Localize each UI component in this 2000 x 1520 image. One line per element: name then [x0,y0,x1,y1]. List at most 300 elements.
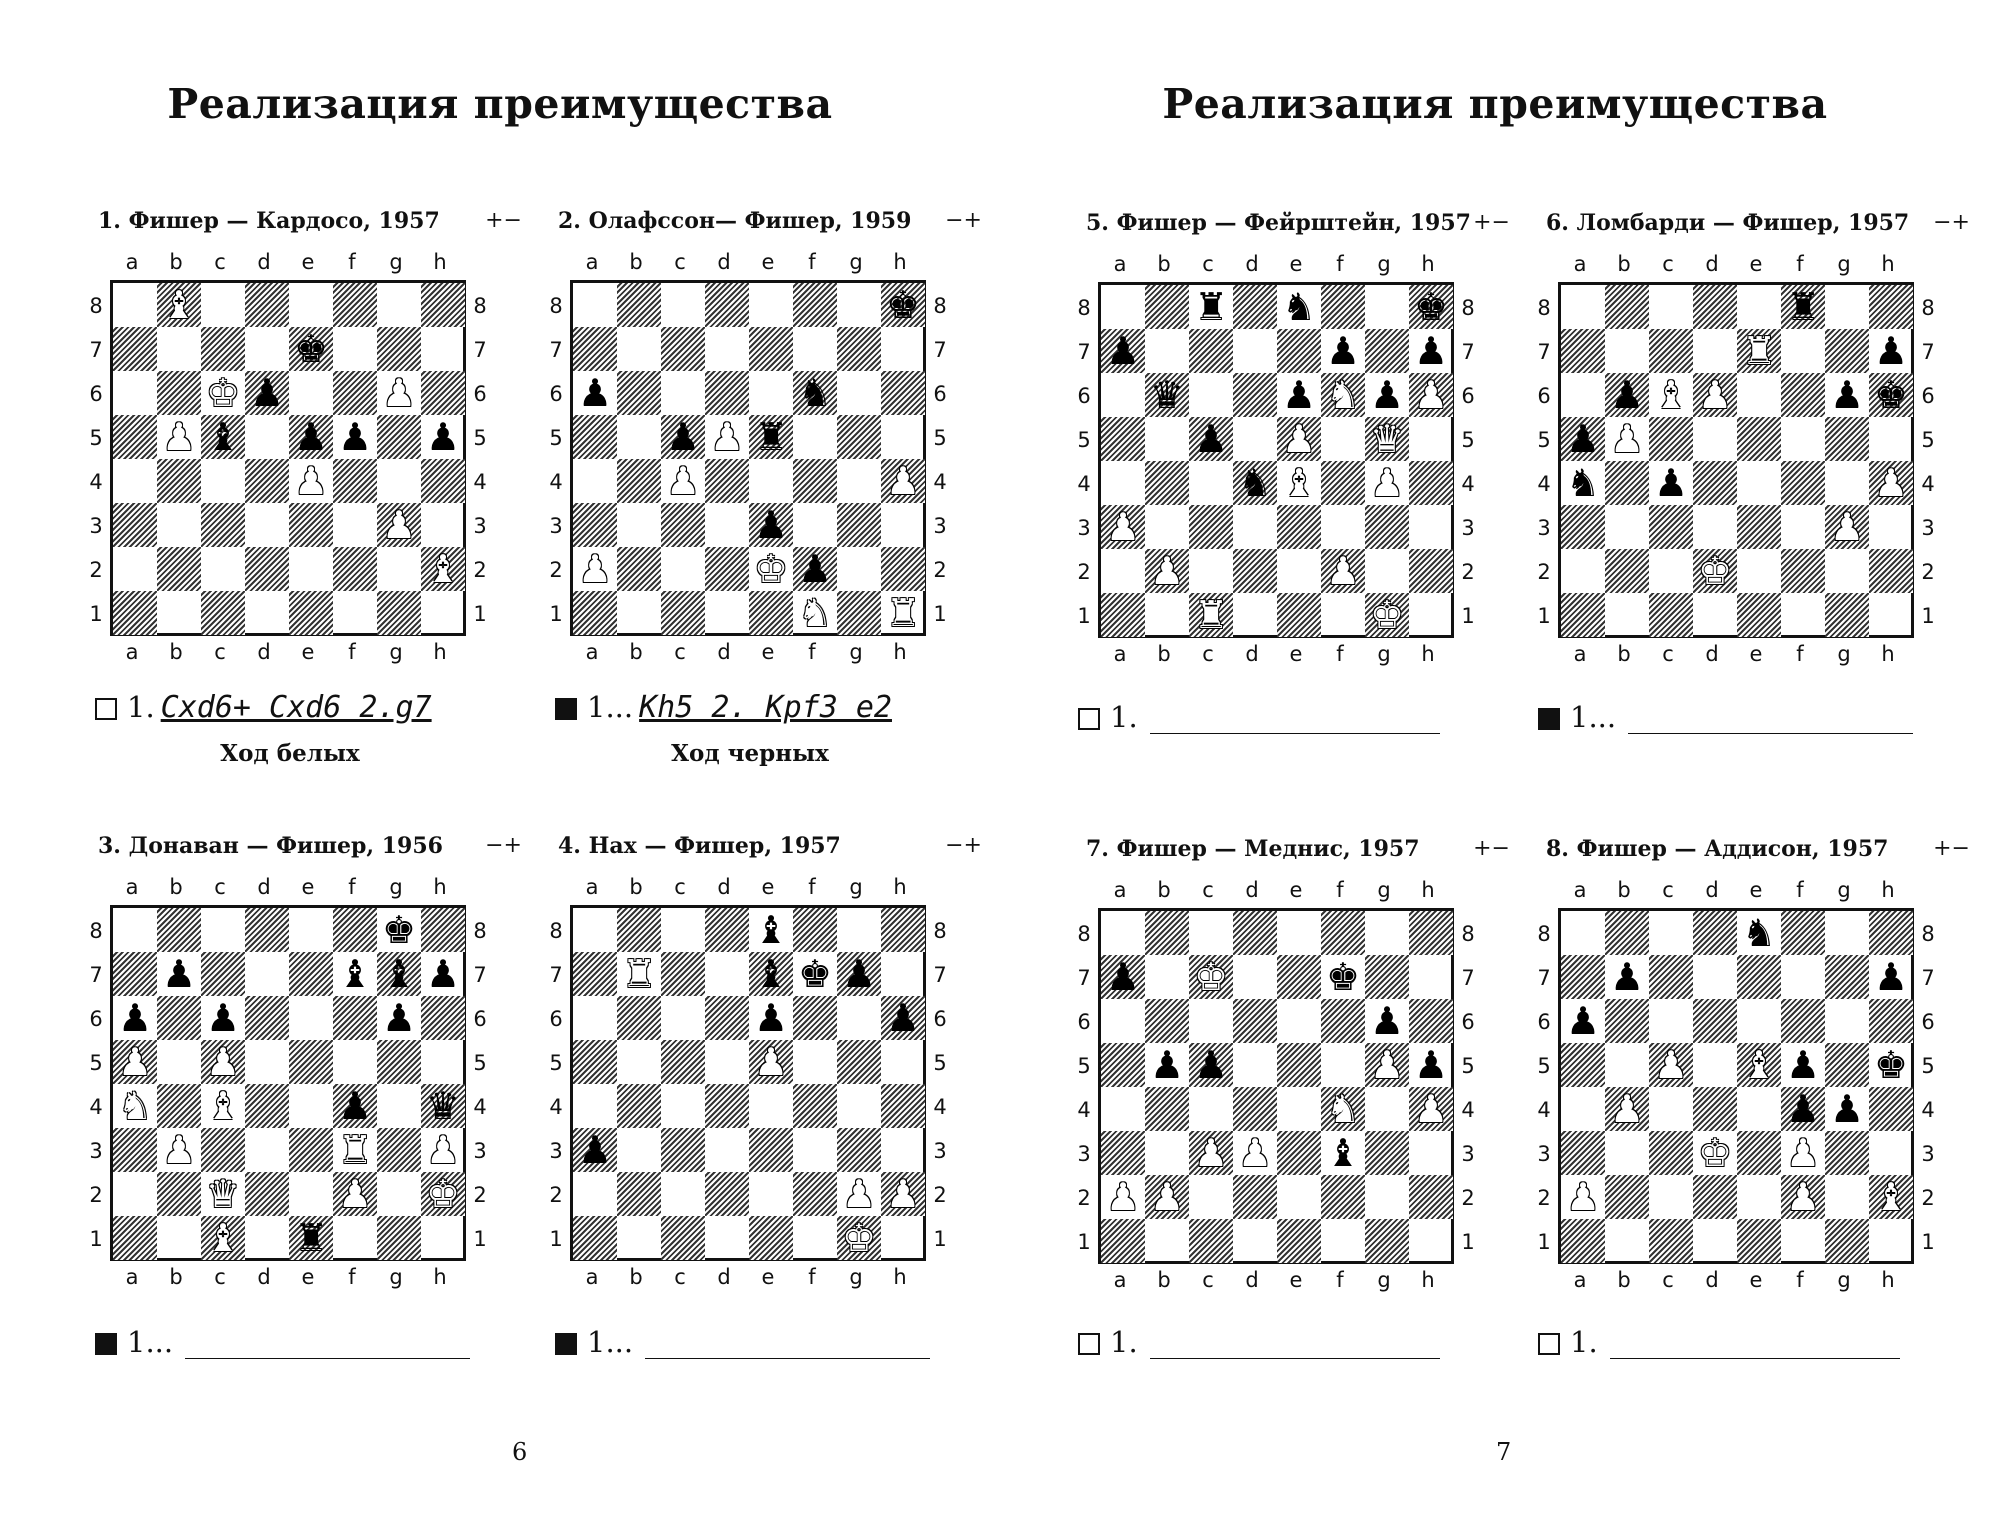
square-h1 [1409,593,1453,637]
diagram-title: 3. Донаван — Фишер, 1956 [98,833,443,859]
file-label: b [629,250,643,274]
square-d5 [1233,417,1277,461]
black-pawn-icon: ♟ [1829,1087,1865,1131]
square-a1 [573,1216,617,1260]
diagram-3 [89,833,522,1395]
square-g7 [1825,329,1869,373]
square-e8 [289,908,333,952]
square-c7 [1649,955,1693,999]
square-g6 [837,996,881,1040]
rank-label: 3 [1537,516,1551,540]
white-pawn-icon: ♟ [753,1040,789,1084]
square-d3 [705,503,749,547]
side-to-move-caption: Ход белых [220,740,360,767]
rank-label: 3 [1921,1142,1935,1166]
square-g3 [1825,1131,1869,1175]
rank-label: 5 [1921,428,1935,452]
square-f1 [1781,1219,1825,1263]
white-pawn-icon: ♟ [205,1040,241,1084]
black-pawn-icon: ♟ [885,996,921,1040]
black-king-icon: ♚ [381,908,417,952]
square-e8 [1277,911,1321,955]
square-h5 [881,1040,925,1084]
square-c1 [661,1216,705,1260]
black-pawn-icon: ♟ [1369,373,1405,417]
black-king-icon: ♚ [797,952,833,996]
rank-label: 2 [1537,1186,1551,1210]
rank-label: 1 [1921,604,1935,628]
rank-label: 6 [89,1007,103,1031]
rank-label: 7 [1921,966,1935,990]
file-label: e [761,640,775,664]
file-label: c [1662,252,1674,276]
square-e3 [289,503,333,547]
file-label: b [1157,878,1171,902]
square-e4 [1737,461,1781,505]
rank-label: 8 [1077,296,1091,320]
square-a8 [113,283,157,327]
file-label: h [893,640,907,664]
chess-board [1558,282,1914,638]
square-c4 [1189,1087,1233,1131]
square-f2 [1321,1175,1365,1219]
square-e4 [1277,1087,1321,1131]
square-b2 [1605,1175,1649,1219]
page-title: Реализация преимущества [167,80,833,128]
file-label: d [1705,1268,1719,1292]
square-d4 [705,459,749,503]
rank-label: 7 [549,338,563,362]
diagram-1 [89,208,522,770]
square-h7 [881,952,925,996]
square-e2 [1737,1175,1781,1219]
square-c3 [661,503,705,547]
rank-label: 8 [1537,296,1551,320]
square-b4 [157,459,201,503]
file-label: e [1289,642,1303,666]
square-c4 [1649,1087,1693,1131]
file-label: f [1336,252,1344,276]
square-b7 [1145,955,1189,999]
square-e4 [749,1084,793,1128]
file-label: f [1336,1268,1344,1292]
black-pawn-icon: ♟ [1369,999,1405,1043]
file-label: g [1377,878,1391,902]
file-label: g [389,250,403,274]
file-label: g [389,640,403,664]
rank-label: 8 [933,294,947,318]
file-label: g [1837,252,1851,276]
square-e2 [289,547,333,591]
rank-labels-right [1918,282,1938,638]
square-g4 [377,459,421,503]
file-label: g [849,875,863,899]
file-labels-bottom [1098,1268,1454,1292]
answer-blank-field[interactable] [1628,709,1913,734]
black-pawn-icon: ♟ [797,547,833,591]
square-b1 [1605,1219,1649,1263]
white-pawn-icon: ♟ [1653,1043,1689,1087]
rank-label: 3 [933,1139,947,1163]
file-label: f [808,875,816,899]
square-a3 [1561,1131,1605,1175]
white-pawn-icon: ♟ [381,371,417,415]
square-d2 [705,1172,749,1216]
square-a5 [573,415,617,459]
file-label: g [1377,252,1391,276]
rank-label: 7 [1077,966,1091,990]
square-e8 [1737,285,1781,329]
rank-labels-right [470,280,490,636]
square-d4 [1693,1087,1737,1131]
file-label: a [1113,1268,1127,1292]
file-labels-bottom [570,640,926,664]
square-c5 [661,1040,705,1084]
square-f6 [333,371,377,415]
black-pawn-icon: ♟ [1609,373,1645,417]
white-king-icon: ♚ [1193,955,1229,999]
square-g7 [1365,955,1409,999]
square-a4 [573,1084,617,1128]
file-label: g [389,1265,403,1289]
square-a1 [1561,1219,1605,1263]
square-f8 [793,908,837,952]
rank-label: 1 [549,1227,563,1251]
square-b3 [1145,1131,1189,1175]
move-number: 1... [1570,700,1617,734]
rank-label: 2 [1461,560,1475,584]
file-label: c [674,640,686,664]
file-labels-top [1558,878,1914,902]
white-pawn-icon: ♟ [1237,1131,1273,1175]
white-pawn-icon: ♟ [381,503,417,547]
square-e3 [289,1128,333,1172]
diagram-title: 2. Олафссон— Фишер, 1959 [558,208,912,234]
rank-labels-left [86,280,106,636]
file-label: d [257,250,271,274]
square-b3 [1605,505,1649,549]
square-b7 [1145,329,1189,373]
black-bishop-icon: ♝ [1325,1131,1361,1175]
square-f5 [1781,417,1825,461]
rank-label: 5 [1461,1054,1475,1078]
square-d3 [705,1128,749,1172]
square-h3 [881,503,925,547]
file-label: e [301,640,315,664]
rank-label: 2 [1537,560,1551,584]
square-b8 [157,908,201,952]
square-g2 [1365,549,1409,593]
square-g8 [1365,285,1409,329]
answer-blank-field[interactable] [645,1334,930,1359]
square-a2 [113,547,157,591]
answer-line [1538,700,1913,734]
chess-board [1558,908,1914,1264]
square-a7 [1561,329,1605,373]
square-d4 [245,459,289,503]
rank-label: 8 [1537,922,1551,946]
white-bishop-icon: ♝ [1873,1175,1909,1219]
square-f1 [1781,593,1825,637]
square-g4 [1825,461,1869,505]
file-label: h [893,875,907,899]
file-label: e [1749,878,1763,902]
black-pawn-icon: ♟ [577,371,613,415]
rank-label: 6 [1461,1010,1475,1034]
white-bishop-icon: ♝ [425,547,461,591]
rank-label: 1 [473,602,487,626]
rank-label: 1 [933,602,947,626]
rank-label: 8 [549,294,563,318]
file-labels-bottom [110,1265,466,1289]
rank-label: 6 [933,1007,947,1031]
rank-label: 4 [89,1095,103,1119]
file-label: f [348,1265,356,1289]
square-e7 [289,952,333,996]
file-label: b [169,250,183,274]
square-b8 [1145,911,1189,955]
black-pawn-icon: ♟ [161,952,197,996]
square-e2 [1277,549,1321,593]
square-g4 [837,1084,881,1128]
rank-label: 4 [933,1095,947,1119]
square-h5 [1409,417,1453,461]
square-d4 [1693,461,1737,505]
square-f4 [793,459,837,503]
black-rook-icon: ♜ [1193,285,1229,329]
square-d7 [705,952,749,996]
rank-label: 8 [1921,296,1935,320]
black-to-move-icon [95,1333,117,1355]
rank-label: 2 [473,558,487,582]
file-label: d [717,1265,731,1289]
square-d1 [245,591,289,635]
white-queen-icon: ♛ [1369,417,1405,461]
move-number: 1. [127,690,155,724]
white-pawn-icon: ♟ [1413,373,1449,417]
square-e1 [1277,1219,1321,1263]
square-c3 [1649,1131,1693,1175]
file-label: a [1573,1268,1587,1292]
white-king-icon: ♚ [1697,1131,1733,1175]
rank-label: 5 [1077,428,1091,452]
white-pawn-icon: ♟ [1697,373,1733,417]
square-d8 [1233,911,1277,955]
answer-blank-field[interactable] [1150,709,1440,734]
file-labels-top [1098,878,1454,902]
rank-label: 4 [1461,1098,1475,1122]
file-label: a [585,640,599,664]
square-d5 [1233,1043,1277,1087]
file-label: a [125,875,139,899]
rank-label: 3 [933,514,947,538]
file-label: c [1202,252,1214,276]
file-label: h [893,1265,907,1289]
square-h6 [1869,999,1913,1043]
square-c2 [661,547,705,591]
square-d1 [1233,1219,1277,1263]
white-pawn-icon: ♟ [337,1172,373,1216]
rank-label: 5 [89,1051,103,1075]
square-c2 [661,1172,705,1216]
black-pawn-icon: ♟ [1413,329,1449,373]
file-label: g [1837,878,1851,902]
file-label: c [674,250,686,274]
black-rook-icon: ♜ [293,1216,329,1260]
black-king-icon: ♚ [1325,955,1361,999]
file-label: a [125,640,139,664]
square-a7 [573,952,617,996]
white-pawn-icon: ♟ [1785,1131,1821,1175]
black-pawn-icon: ♟ [117,996,153,1040]
diagram-heading [558,833,982,863]
file-label: g [1837,642,1851,666]
file-label: e [1289,1268,1303,1292]
rank-label: 8 [1461,296,1475,320]
square-e7 [749,327,793,371]
square-c4 [1189,461,1233,505]
black-knight-icon: ♞ [1565,461,1601,505]
square-b4 [617,1084,661,1128]
square-f6 [793,996,837,1040]
rank-label: 4 [473,470,487,494]
file-labels-top [110,875,466,899]
answer-line [555,1325,930,1359]
square-e4 [1737,1087,1781,1131]
rank-label: 7 [1077,340,1091,364]
file-label: g [389,875,403,899]
black-pawn-icon: ♟ [753,996,789,1040]
square-b8 [1145,285,1189,329]
file-label: d [257,640,271,664]
black-pawn-icon: ♟ [337,415,373,459]
file-label: b [1617,642,1631,666]
rank-label: 7 [549,963,563,987]
square-g1 [377,591,421,635]
rank-label: 5 [473,1051,487,1075]
answer-blank-field[interactable] [1610,1334,1900,1359]
rank-label: 3 [1077,516,1091,540]
black-knight-icon: ♞ [1237,461,1273,505]
square-b2 [157,1172,201,1216]
rank-label: 5 [1537,428,1551,452]
square-g3 [837,1128,881,1172]
white-rook-icon: ♜ [885,591,921,635]
square-c7 [201,952,245,996]
square-f7 [333,327,377,371]
square-h6 [421,371,465,415]
rank-label: 6 [933,382,947,406]
square-c8 [201,283,245,327]
rank-label: 4 [549,1095,563,1119]
rank-label: 4 [1461,472,1475,496]
file-label: a [1113,642,1127,666]
square-f5 [1321,417,1365,461]
square-f8 [1321,911,1365,955]
file-label: h [893,250,907,274]
square-a8 [573,908,617,952]
square-g7 [377,327,421,371]
white-king-icon: ♚ [753,547,789,591]
square-f3 [793,1128,837,1172]
square-f1 [1321,1219,1365,1263]
file-label: h [433,640,447,664]
square-d7 [1693,329,1737,373]
rank-label: 2 [549,1183,563,1207]
answer-blank-field[interactable] [185,1334,470,1359]
diagram-4 [549,833,982,1395]
evaluation-sign: −+ [485,833,522,858]
rank-label: 5 [933,426,947,450]
answer-blank-field[interactable] [1150,1334,1440,1359]
square-h5 [421,1040,465,1084]
square-b1 [1145,1219,1189,1263]
white-pawn-icon: ♟ [577,547,613,591]
black-pawn-icon: ♟ [1193,1043,1229,1087]
square-d5 [1693,417,1737,461]
black-pawn-icon: ♟ [1325,329,1361,373]
rank-label: 5 [1077,1054,1091,1078]
white-rook-icon: ♜ [337,1128,373,1172]
square-d2 [705,547,749,591]
black-king-icon: ♚ [293,327,329,371]
square-b3 [1145,505,1189,549]
rank-label: 5 [1537,1054,1551,1078]
square-e4 [749,459,793,503]
square-g2 [377,1172,421,1216]
square-h3 [1869,1131,1913,1175]
file-label: f [1796,252,1804,276]
square-b1 [617,1216,661,1260]
diagram-heading [558,208,982,238]
rank-label: 7 [473,338,487,362]
chess-board [570,905,926,1261]
black-pawn-icon: ♟ [1653,461,1689,505]
file-label: c [674,1265,686,1289]
rank-label: 7 [89,338,103,362]
file-label: e [761,875,775,899]
rank-label: 3 [1921,516,1935,540]
square-h8 [421,283,465,327]
square-b1 [157,1216,201,1260]
square-b8 [617,908,661,952]
file-label: d [1245,878,1259,902]
square-a8 [1561,285,1605,329]
square-h6 [1409,999,1453,1043]
file-label: c [214,250,226,274]
square-g8 [1825,285,1869,329]
square-c1 [1649,593,1693,637]
square-b8 [1605,285,1649,329]
file-label: b [1157,642,1171,666]
square-e3 [1277,505,1321,549]
file-label: a [125,1265,139,1289]
square-h3 [421,503,465,547]
square-b4 [1145,461,1189,505]
square-c8 [661,908,705,952]
square-c7 [201,327,245,371]
rank-label: 7 [1537,966,1551,990]
file-label: h [1881,252,1895,276]
black-pawn-icon: ♟ [753,503,789,547]
square-f1 [1321,593,1365,637]
square-g5 [837,415,881,459]
square-d6 [245,996,289,1040]
rank-label: 7 [933,963,947,987]
square-g6 [837,371,881,415]
square-g5 [837,1040,881,1084]
black-queen-icon: ♛ [1149,373,1185,417]
